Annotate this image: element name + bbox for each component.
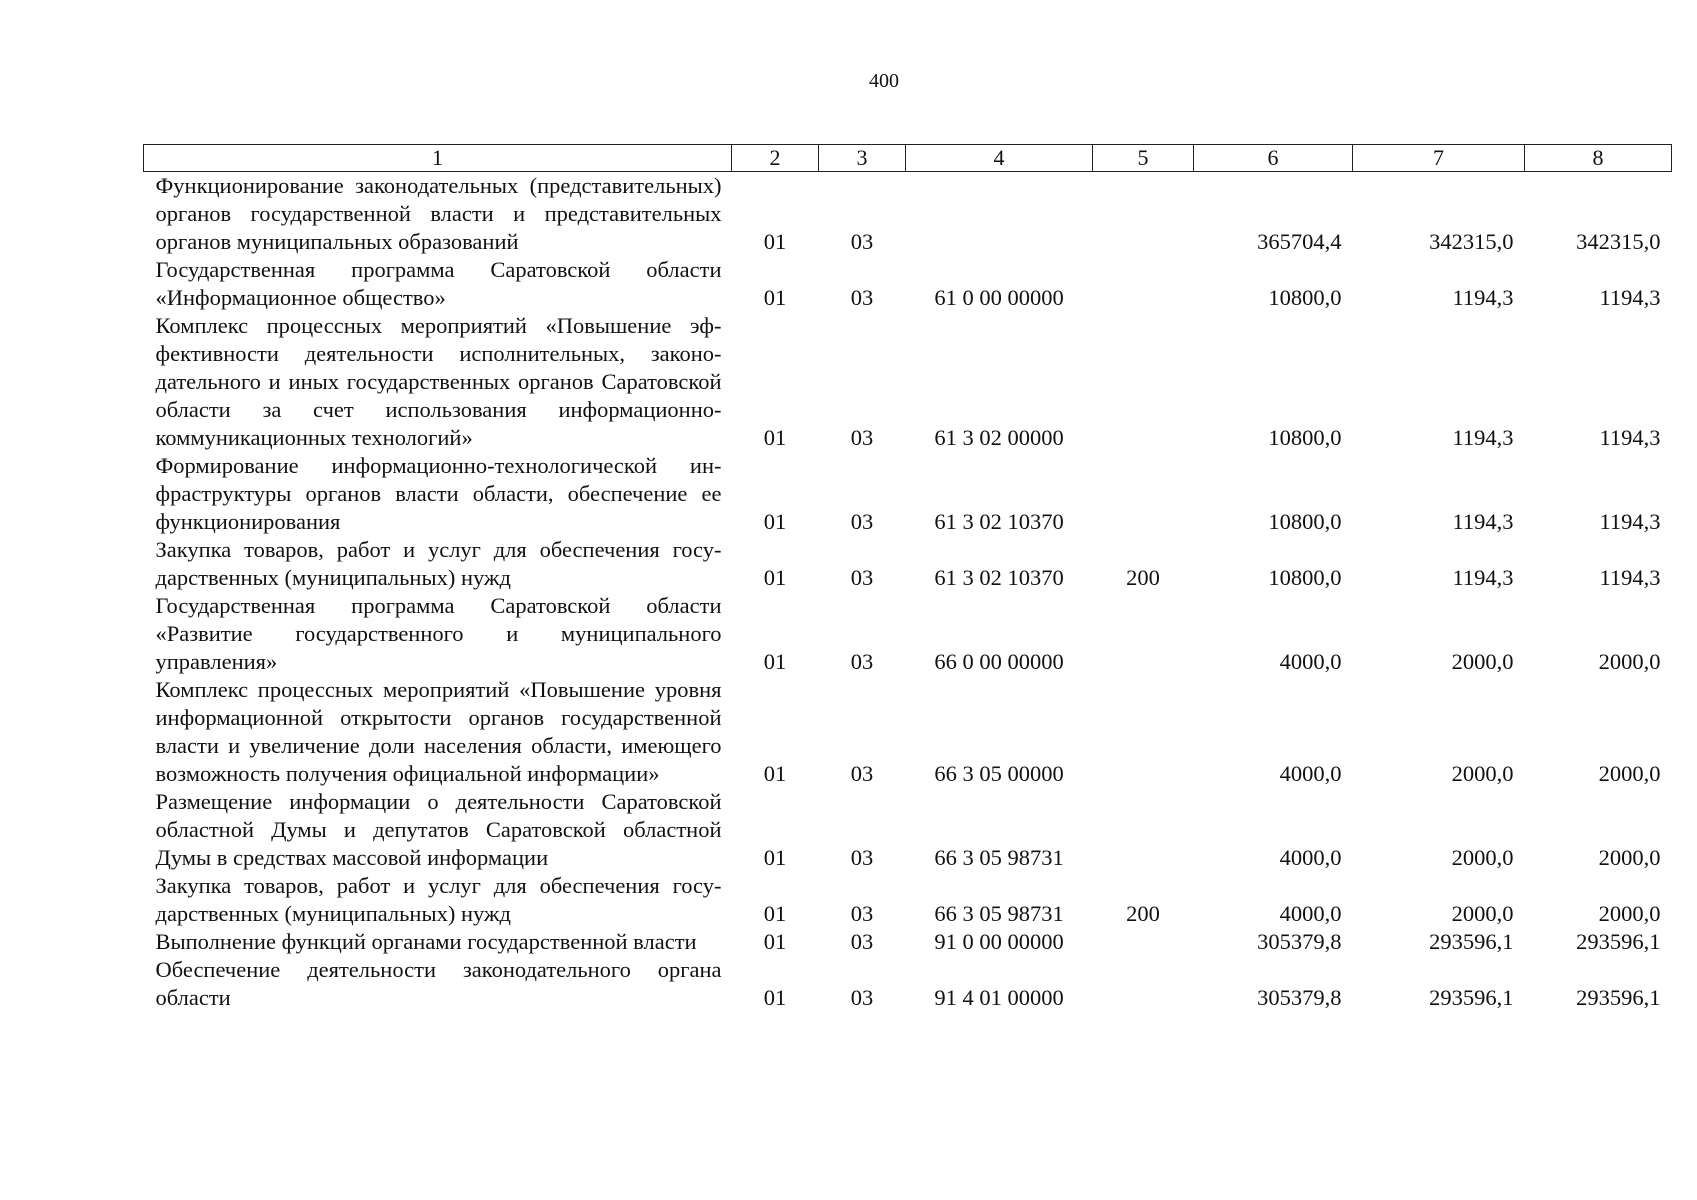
row-name: Обеспечение деятельности законодательного органа области bbox=[155, 957, 722, 1010]
expense-type-code: 200 bbox=[1126, 901, 1160, 926]
amount-year-1: 4000,0 bbox=[1279, 901, 1342, 926]
amount-year-2: 1194,3 bbox=[1452, 285, 1514, 310]
row-name: Государственная программа Саратовской области «Развитие государственного и муниципального управления» bbox=[155, 593, 722, 674]
subsection-code: 03 bbox=[850, 649, 874, 674]
row-name: Закупка товаров, работ и услуг для обеспечения государственных (муниципальных) нужд bbox=[155, 873, 722, 926]
subsection-code: 03 bbox=[850, 509, 874, 534]
expense-type-code bbox=[1093, 788, 1194, 872]
target-article-code: 61 3 02 10370 bbox=[934, 565, 1064, 590]
amount-year-1: 305379,8 bbox=[1257, 929, 1342, 954]
subsection-code: 03 bbox=[850, 565, 874, 590]
column-header: 8 bbox=[1525, 145, 1672, 172]
section-code: 01 bbox=[763, 565, 787, 590]
target-article-code: 66 3 05 00000 bbox=[934, 761, 1064, 786]
amount-year-2: 342315,0 bbox=[1429, 229, 1514, 254]
amount-year-1: 305379,8 bbox=[1257, 985, 1342, 1010]
amount-year-3: 1194,3 bbox=[1599, 565, 1661, 590]
subsection-code: 03 bbox=[850, 985, 874, 1010]
target-article-code: 61 3 02 10370 bbox=[934, 509, 1064, 534]
target-article-code: 91 4 01 00000 bbox=[934, 985, 1064, 1010]
table-row bbox=[144, 788, 1672, 872]
subsection-code: 03 bbox=[850, 425, 874, 450]
table-row bbox=[144, 452, 1672, 536]
amount-year-3: 2000,0 bbox=[1598, 649, 1661, 674]
subsection-code: 03 bbox=[850, 229, 874, 254]
expense-type-code bbox=[1093, 928, 1194, 956]
subsection-code: 03 bbox=[850, 845, 874, 870]
amount-year-3: 1194,3 bbox=[1599, 425, 1661, 450]
page-number: 400 bbox=[869, 70, 899, 92]
column-header: 6 bbox=[1194, 145, 1353, 172]
table-row bbox=[144, 536, 1672, 592]
column-header: 7 bbox=[1353, 145, 1525, 172]
section-code: 01 bbox=[763, 845, 787, 870]
amount-year-3: 2000,0 bbox=[1598, 901, 1661, 926]
section-code: 01 bbox=[763, 761, 787, 786]
expense-type-code bbox=[1093, 676, 1194, 788]
section-code: 01 bbox=[763, 985, 787, 1010]
expense-type-code bbox=[1093, 172, 1194, 257]
amount-year-1: 365704,4 bbox=[1257, 229, 1342, 254]
column-header: 5 bbox=[1093, 145, 1194, 172]
amount-year-2: 1194,3 bbox=[1452, 425, 1514, 450]
column-header: 4 bbox=[906, 145, 1093, 172]
section-code: 01 bbox=[763, 509, 787, 534]
target-article-code: 66 0 00 00000 bbox=[934, 649, 1064, 674]
amount-year-3: 1194,3 bbox=[1599, 285, 1661, 310]
table-row bbox=[144, 592, 1672, 676]
table-row bbox=[144, 256, 1672, 312]
subsection-code: 03 bbox=[850, 761, 874, 786]
section-code: 01 bbox=[763, 425, 787, 450]
amount-year-1: 4000,0 bbox=[1279, 761, 1342, 786]
amount-year-1: 4000,0 bbox=[1279, 649, 1342, 674]
table-row bbox=[144, 676, 1672, 788]
section-code: 01 bbox=[763, 285, 787, 310]
target-article-code: 91 0 00 00000 bbox=[934, 929, 1064, 954]
amount-year-1: 10800,0 bbox=[1268, 509, 1342, 534]
target-article-code bbox=[906, 172, 1093, 257]
expense-type-code bbox=[1093, 452, 1194, 536]
table-row bbox=[144, 956, 1672, 1012]
section-code: 01 bbox=[763, 929, 787, 954]
section-code: 01 bbox=[763, 649, 787, 674]
amount-year-2: 1194,3 bbox=[1452, 565, 1514, 590]
table-body bbox=[144, 172, 1672, 1013]
amount-year-1: 4000,0 bbox=[1279, 845, 1342, 870]
row-name: Размещение информации о деятельности Саратовской областной Думы и депутатов Саратовской областной Думы в средствах массовой информации bbox=[155, 789, 722, 870]
amount-year-3: 293596,1 bbox=[1576, 985, 1661, 1010]
table-row bbox=[144, 172, 1672, 257]
amount-year-2: 1194,3 bbox=[1452, 509, 1514, 534]
expense-type-code bbox=[1093, 256, 1194, 312]
column-header: 3 bbox=[819, 145, 906, 172]
budget-table bbox=[143, 144, 1672, 1012]
section-code: 01 bbox=[763, 901, 787, 926]
amount-year-1: 10800,0 bbox=[1268, 565, 1342, 590]
row-name: Комплекс процессных мероприятий «Повышение уровня информационной открытости органов государственной власти и увеличение доли населения области, имеющего возможность получения официальной информации» bbox=[155, 677, 722, 786]
amount-year-1: 10800,0 bbox=[1268, 285, 1342, 310]
target-article-code: 61 3 02 00000 bbox=[934, 425, 1064, 450]
column-header: 2 bbox=[732, 145, 819, 172]
target-article-code: 66 3 05 98731 bbox=[934, 845, 1064, 870]
row-name: Функционирование законодательных (представительных) органов государственной власти и представительных органов муниципальных образований bbox=[155, 173, 722, 254]
subsection-code: 03 bbox=[850, 901, 874, 926]
amount-year-1: 10800,0 bbox=[1268, 425, 1342, 450]
subsection-code: 03 bbox=[850, 929, 874, 954]
amount-year-3: 342315,0 bbox=[1576, 229, 1661, 254]
column-header: 1 bbox=[144, 145, 732, 172]
amount-year-2: 293596,1 bbox=[1429, 929, 1514, 954]
expense-type-code: 200 bbox=[1126, 565, 1160, 590]
row-name: Формирование информационно-технологической инфраструктуры органов власти области, обеспечение ее функционирования bbox=[155, 453, 722, 534]
target-article-code: 61 0 00 00000 bbox=[934, 285, 1064, 310]
expense-type-code bbox=[1093, 592, 1194, 676]
row-name: Комплекс процессных мероприятий «Повышение эффективности деятельности исполнительных, законодательного и иных государственных органов Саратовской области за счет использования информационно-коммуникационных технологий» bbox=[155, 313, 722, 450]
amount-year-2: 2000,0 bbox=[1451, 845, 1514, 870]
target-article-code: 66 3 05 98731 bbox=[934, 901, 1064, 926]
section-code: 01 bbox=[763, 229, 787, 254]
amount-year-3: 293596,1 bbox=[1576, 929, 1661, 954]
amount-year-2: 2000,0 bbox=[1451, 761, 1514, 786]
header-row bbox=[144, 145, 1672, 172]
expense-type-code bbox=[1093, 312, 1194, 452]
amount-year-3: 2000,0 bbox=[1598, 845, 1661, 870]
table-row bbox=[144, 928, 1672, 956]
amount-year-3: 2000,0 bbox=[1598, 761, 1661, 786]
row-name: Закупка товаров, работ и услуг для обеспечения государственных (муниципальных) нужд bbox=[155, 537, 722, 590]
amount-year-3: 1194,3 bbox=[1599, 509, 1661, 534]
amount-year-2: 2000,0 bbox=[1451, 901, 1514, 926]
subsection-code: 03 bbox=[850, 285, 874, 310]
row-name: Выполнение функций органами государственной власти bbox=[155, 929, 697, 954]
amount-year-2: 2000,0 bbox=[1451, 649, 1514, 674]
expense-type-code bbox=[1093, 956, 1194, 1012]
table-row bbox=[144, 872, 1672, 928]
row-name: Государственная программа Саратовской области «Информационное общество» bbox=[155, 257, 722, 310]
amount-year-2: 293596,1 bbox=[1429, 985, 1514, 1010]
table-row bbox=[144, 312, 1672, 452]
table-header bbox=[144, 145, 1672, 172]
